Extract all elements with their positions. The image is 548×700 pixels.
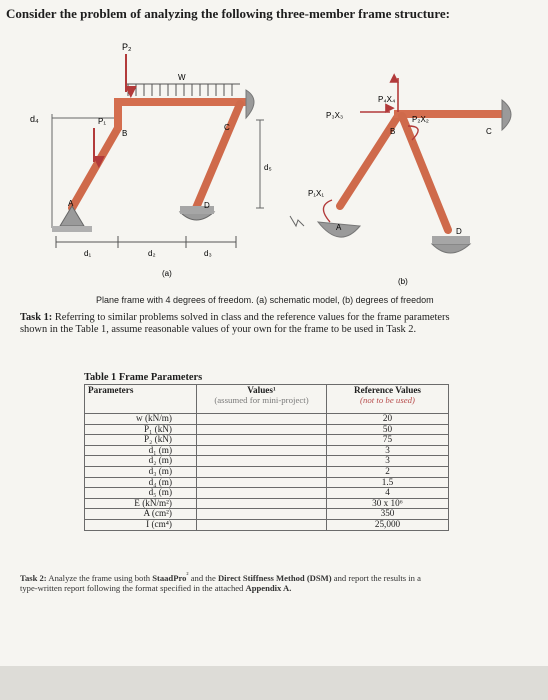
member-cd-dof xyxy=(402,116,448,230)
pin-support-a xyxy=(52,206,92,232)
label-d5: d₅ xyxy=(264,163,272,172)
table-row: d₃ (m) 2 xyxy=(85,466,449,477)
label-d1: d₁ xyxy=(84,249,92,258)
fixed-support-d-dof xyxy=(432,244,470,253)
label-sub-a: (a) xyxy=(162,269,172,278)
value-cell[interactable] xyxy=(197,466,327,477)
value-cell[interactable] xyxy=(197,445,327,456)
task1-paragraph xyxy=(20,312,460,336)
label-a-right: A xyxy=(336,223,342,232)
label-c-right: C xyxy=(486,127,492,136)
value-cell[interactable] xyxy=(197,488,327,499)
label-c-left: C xyxy=(224,123,230,132)
label-p1: P₁ xyxy=(98,117,107,126)
table-row: E (kN/m²) 30 x 10⁶ xyxy=(85,498,449,509)
value-cell[interactable] xyxy=(197,456,327,467)
label-p4x4: P₄X₄ xyxy=(378,95,396,104)
label-b-left: B xyxy=(122,129,128,138)
table-row: d₄ (m) 1.5 xyxy=(85,477,449,488)
label-p2: P₂ xyxy=(122,42,132,52)
label-sub-b: (b) xyxy=(398,277,408,286)
member-cd xyxy=(196,104,240,208)
dof-model xyxy=(290,78,511,286)
value-cell[interactable] xyxy=(197,509,327,520)
appendix-ref: Appendix A. xyxy=(245,583,292,594)
value-cell[interactable] xyxy=(197,498,327,509)
header-parameters: Parameters xyxy=(85,385,197,414)
fixed-support-c xyxy=(246,90,254,118)
label-p1x1: P₁X₁ xyxy=(308,189,325,198)
table-row: A (cm²) 350 xyxy=(85,509,449,520)
table-row: I (cm⁴) 25,000 xyxy=(85,519,449,530)
parameters-table xyxy=(84,384,448,531)
label-p2x2: P₂X₂ xyxy=(412,115,429,124)
table-title: Table 1 Frame Parameters xyxy=(84,372,203,383)
member-bc xyxy=(118,98,246,106)
table-row: P₂ (kN) 75 xyxy=(85,435,449,446)
label-d4: d₄ xyxy=(30,114,39,124)
label-d3: d₃ xyxy=(204,249,212,258)
task2-label: Task 2: xyxy=(20,572,47,583)
task2-paragraph: Task 2: Analyze the frame using both StaadPro$^{^2}$ and the Direct Stiffness Method (DSM) and report the results in a type-written report following the format specified in the attached Appendix A. xyxy=(20,571,421,594)
task1-label: Task 1: xyxy=(20,312,53,323)
table-row: P₁ (kN) 50 xyxy=(85,424,449,435)
frame-figure xyxy=(0,30,548,300)
table-row: d₂ (m) 3 xyxy=(85,456,449,467)
label-d-left: D xyxy=(204,201,210,210)
header-values: Values¹ (assumed for mini-project) xyxy=(197,385,327,414)
label-w: W xyxy=(178,73,186,82)
table-row: w (kN/m) 20 xyxy=(85,414,449,425)
figure-caption: Plane frame with 4 degrees of freedom. (a) schematic model, (b) degrees of freedom xyxy=(96,295,434,305)
header-reference: Reference Values (not to be used) xyxy=(327,385,449,414)
label-b-right: B xyxy=(390,127,396,136)
value-cell[interactable] xyxy=(197,414,327,425)
label-d2: d₂ xyxy=(148,249,156,258)
dimension-line xyxy=(56,236,236,248)
label-d-right: D xyxy=(456,227,462,236)
problem-heading: Consider the problem of analyzing the following three-member frame structure: xyxy=(6,6,450,21)
table-row: d₁ (m) 3 xyxy=(85,445,449,456)
value-cell[interactable] xyxy=(197,424,327,435)
label-a-left: A xyxy=(68,199,74,208)
schematic-model xyxy=(30,42,272,278)
table-row: d₅ (m) 4 xyxy=(85,488,449,499)
value-cell[interactable] xyxy=(197,435,327,446)
value-cell[interactable] xyxy=(197,519,327,530)
value-cell[interactable] xyxy=(197,477,327,488)
photo-bottom-edge xyxy=(0,666,548,700)
task1-text: Referring to similar problems solved in class and the reference values for the frame parameters shown in the Table 1, assume reasonable values of your own for the frame to be used in Task 2. xyxy=(20,312,450,335)
distributed-load xyxy=(126,84,240,96)
label-p3x3: P₃X₃ xyxy=(326,111,344,120)
fixed-support-c-dof xyxy=(502,100,511,130)
